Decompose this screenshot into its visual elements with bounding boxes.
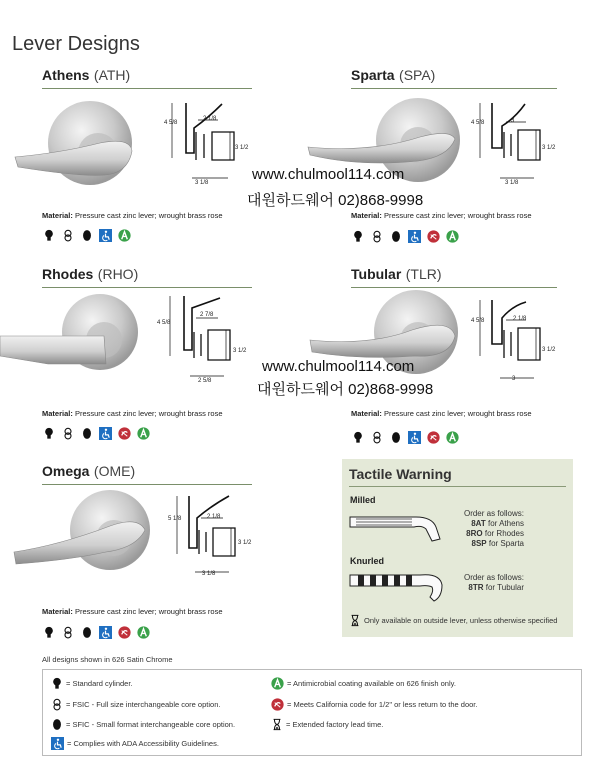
ada-icon xyxy=(408,431,421,444)
product-heading-sparta xyxy=(351,67,557,89)
antimicrobial-icon xyxy=(137,626,150,639)
fsic-core-icon xyxy=(370,431,383,444)
watermark-url: www.chulmool114.com xyxy=(262,358,415,375)
heading-rule xyxy=(42,484,252,485)
product-name: Tubular xyxy=(351,266,402,282)
knurled-lever-illustration xyxy=(348,569,448,605)
page-title: Lever Designs xyxy=(12,33,140,55)
material-text: Material: Pressure cast zinc lever; wrought brass rose xyxy=(351,409,532,418)
antimicrobial-icon xyxy=(446,230,459,243)
sfic-core-icon xyxy=(80,626,93,639)
fsic-core-icon xyxy=(370,230,383,243)
dim-projection: 2 1/8 xyxy=(203,116,217,122)
tactile-note: Only available on outside lever, unless otherwise specified xyxy=(364,616,558,625)
product-heading-omega xyxy=(42,463,252,485)
rhodes-lever-photo xyxy=(0,292,150,392)
option-icons-tubular xyxy=(351,430,459,444)
sfic-core-icon xyxy=(389,230,402,243)
legend-antimicrobial: = Antimicrobial coating available on 626 finish only. xyxy=(271,677,456,690)
fsic-core-icon xyxy=(51,698,63,711)
dim-projection: 2 7/8 xyxy=(200,312,214,318)
material-text: Material: Pressure cast zinc lever; wrought brass rose xyxy=(42,211,223,220)
antimicrobial-icon xyxy=(446,431,459,444)
option-icons-omega xyxy=(42,625,150,639)
dim-length: 3 xyxy=(512,376,516,382)
heading-rule xyxy=(42,287,252,288)
rhodes-dimension-drawing xyxy=(160,290,250,390)
california-code-icon xyxy=(271,698,284,711)
tactile-rule xyxy=(349,486,566,487)
product-code: (SPA) xyxy=(399,67,436,83)
california-code-icon xyxy=(118,626,131,639)
finish-footnote: All designs shown in 626 Satin Chrome xyxy=(42,655,173,664)
dim-length: 3 1/8 xyxy=(202,571,216,577)
standard-cylinder-icon xyxy=(351,431,364,444)
dim-height: 4 5/8 xyxy=(471,318,485,324)
ada-icon xyxy=(408,230,421,243)
hourglass-icon xyxy=(271,718,283,731)
product-code: (TLR) xyxy=(405,266,442,282)
dim-projection: 3 xyxy=(511,118,515,124)
legend-ada: = Complies with ADA Accessibility Guidelines. xyxy=(51,737,219,750)
dim-height: 5 1/8 xyxy=(168,516,182,522)
dim-length: 3 1/8 xyxy=(195,180,209,186)
product-code: (OME) xyxy=(93,463,136,479)
ada-icon xyxy=(99,427,112,440)
product-heading-athens xyxy=(42,67,252,89)
watermark-phone: 대원하드웨어 02)868-9998 xyxy=(247,192,424,209)
watermark-url: www.chulmool114.com xyxy=(252,166,405,183)
milled-lever-illustration xyxy=(348,509,448,543)
product-name: Sparta xyxy=(351,67,395,83)
ada-icon xyxy=(51,737,64,750)
dim-length: 3 1/8 xyxy=(505,180,519,186)
option-icons-rhodes xyxy=(42,426,150,440)
milled-order-list: Order as follows: 8AT for Athens 8RO for Rhodes 8SP for Sparta xyxy=(463,509,524,548)
sfic-core-icon xyxy=(80,427,93,440)
legend-fsic: = FSIC - Full size interchangeable core option. xyxy=(51,698,220,711)
dim-rose: 3 1/2 xyxy=(233,348,247,354)
california-code-icon xyxy=(427,230,440,243)
dim-projection: 2 1/8 xyxy=(513,316,527,322)
omega-lever-photo xyxy=(10,490,155,590)
product-heading-rhodes xyxy=(42,266,252,288)
legend-lead-time: = Extended factory lead time. xyxy=(271,718,383,731)
dim-length: 2 5/8 xyxy=(198,378,212,384)
legend-california: = Meets California code for 1/2" or less return to the door. xyxy=(271,698,477,711)
tubular-dimension-drawing xyxy=(470,294,570,389)
ada-icon xyxy=(99,229,112,242)
standard-cylinder-icon xyxy=(351,230,364,243)
sfic-core-icon xyxy=(80,229,93,242)
dim-rose: 3 1/2 xyxy=(542,347,556,353)
product-heading-tubular xyxy=(351,266,557,288)
heading-rule xyxy=(351,88,557,89)
tactile-title: Tactile Warning xyxy=(349,466,452,482)
antimicrobial-icon xyxy=(137,427,150,440)
california-code-icon xyxy=(427,431,440,444)
material-text: Material: Pressure cast zinc lever; wrought brass rose xyxy=(351,211,532,220)
product-name: Omega xyxy=(42,463,90,479)
sfic-core-icon xyxy=(389,431,402,444)
material-text: Material: Pressure cast zinc lever; wrought brass rose xyxy=(42,409,223,418)
heading-rule xyxy=(351,287,557,288)
dim-height: 4 5/8 xyxy=(157,320,171,326)
ada-icon xyxy=(99,626,112,639)
tactile-warning-panel xyxy=(342,459,573,637)
product-code: (RHO) xyxy=(97,266,139,282)
standard-cylinder-icon xyxy=(42,229,55,242)
legend-sfic: = SFIC - Small format interchangeable core option. xyxy=(51,718,235,731)
fsic-core-icon xyxy=(61,229,74,242)
product-name: Rhodes xyxy=(42,266,94,282)
standard-cylinder-icon xyxy=(51,677,63,690)
watermark-phone: 대원하드웨어 02)868-9998 xyxy=(257,381,434,398)
athens-lever-photo xyxy=(10,95,140,200)
sfic-core-icon xyxy=(51,718,63,731)
standard-cylinder-icon xyxy=(42,626,55,639)
dim-rose: 3 1/2 xyxy=(542,145,556,151)
standard-cylinder-icon xyxy=(42,427,55,440)
legend-standard: = Standard cylinder. xyxy=(51,677,133,690)
option-icons-athens xyxy=(42,228,131,242)
icon-legend xyxy=(42,669,582,756)
milled-label: Milled xyxy=(350,495,376,505)
material-text: Material: Pressure cast zinc lever; wrought brass rose xyxy=(42,607,223,616)
california-code-icon xyxy=(118,427,131,440)
hourglass-icon xyxy=(349,614,361,627)
dim-rose: 3 1/2 xyxy=(238,540,252,546)
dim-height: 4 5/8 xyxy=(164,120,178,126)
fsic-core-icon xyxy=(61,427,74,440)
sparta-lever-photo xyxy=(300,95,465,200)
antimicrobial-icon xyxy=(271,677,284,690)
knurled-order-list: Order as follows: 8TR for Tubular xyxy=(463,573,524,592)
heading-rule xyxy=(42,88,252,89)
option-icons-sparta xyxy=(351,229,459,243)
product-code: (ATH) xyxy=(93,67,131,83)
dim-projection: 2 1/8 xyxy=(207,514,221,520)
fsic-core-icon xyxy=(61,626,74,639)
antimicrobial-icon xyxy=(118,229,131,242)
dim-rose: 3 1/2 xyxy=(235,145,249,151)
knurled-label: Knurled xyxy=(350,556,385,566)
product-name: Athens xyxy=(42,67,90,83)
dim-height: 4 5/8 xyxy=(471,120,485,126)
